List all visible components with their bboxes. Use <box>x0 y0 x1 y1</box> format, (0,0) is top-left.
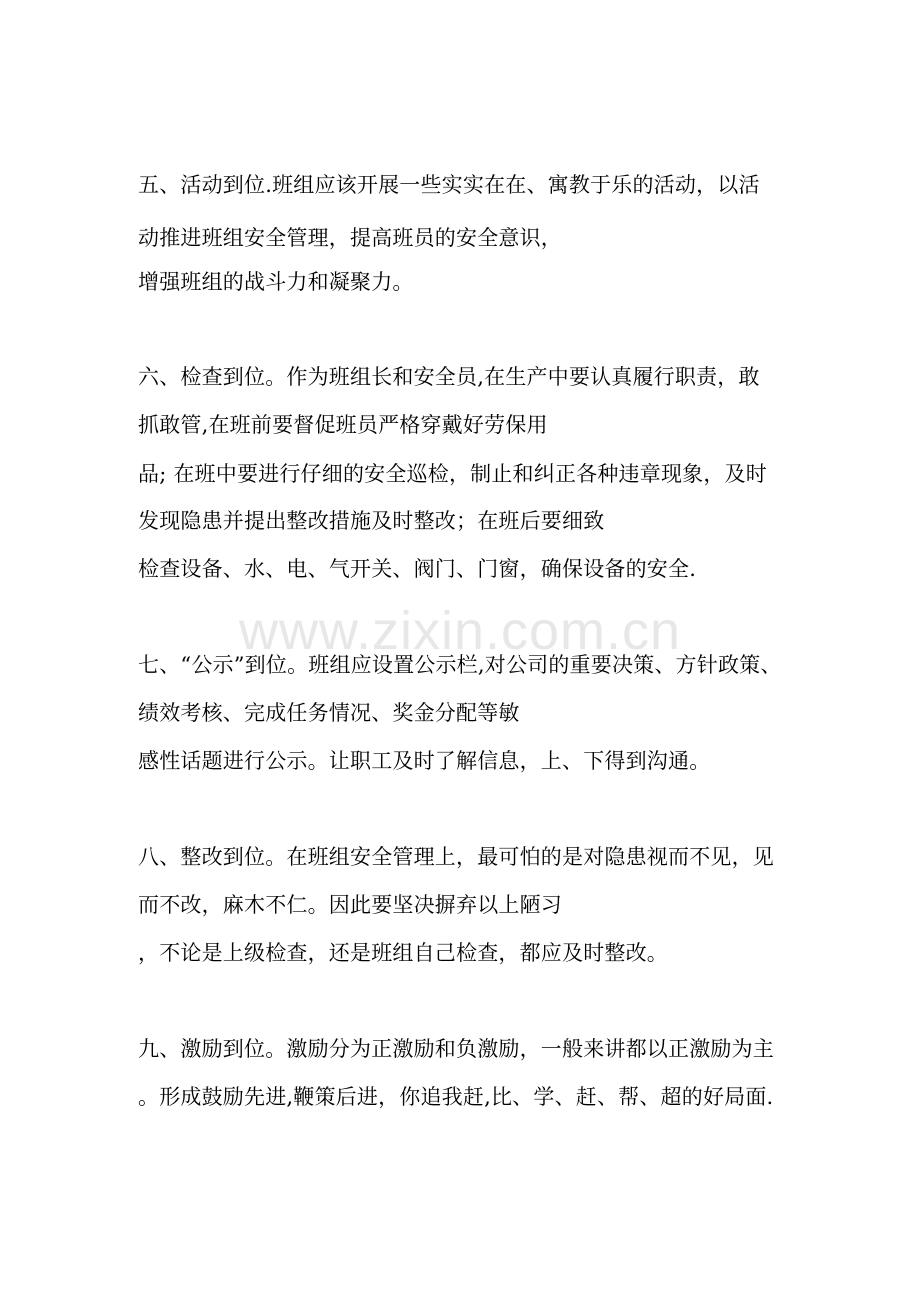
paragraph-8-line-1: 八、整改到位。在班组安全管理上，最可怕的是对隐患视而不见，见 <box>138 845 774 869</box>
paragraph-7-line-1: 七、“公示”到位。班组应设置公示栏,对公司的重要决策、方针政策、 <box>138 653 782 677</box>
paragraph-9-line-1: 九、激励到位。激励分为正激励和负激励，一般来讲都以正激励为主 <box>138 1037 774 1061</box>
paragraph-6-line-2: 抓敢管,在班前要督促班员严格穿戴好劳保用 <box>138 413 548 437</box>
paragraph-6-line-4: 发现隐患并提出整改措施及时整改；在班后要细致 <box>138 509 605 533</box>
paragraph-6-line-3: 品; 在班中要进行仔细的安全巡检，制止和纠正各种违章现象，及时 <box>138 462 767 486</box>
paragraph-5-line-3: 增强班组的战斗力和凝聚力。 <box>138 270 414 294</box>
paragraph-8-line-2: 而不改，麻木不仁。因此要坚决摒弃以上陋习 <box>138 893 562 917</box>
paragraph-8-line-3: ，不论是上级检查，还是班组自己检查，都应及时整改。 <box>138 941 668 965</box>
paragraph-7-line-2: 绩效考核、完成任务情况、奖金分配等敏 <box>138 701 520 725</box>
paragraph-9-line-2: 。形成鼓励先进,鞭策后进，你追我赶,比、学、赶、帮、超的好局面. <box>138 1085 774 1109</box>
paragraph-5-line-1: 五、活动到位.班组应该开展一些实实在在、寓教于乐的活动，以活 <box>138 173 760 197</box>
paragraph-7-line-3: 感性话题进行公示。让职工及时了解信息，上、下得到沟通。 <box>138 749 711 773</box>
paragraph-6-line-1: 六、检查到位。作为班组长和安全员,在生产中要认真履行职责，敢 <box>138 365 760 389</box>
paragraph-6-line-5: 检查设备、水、电、气开关、阀门、门窗，确保设备的安全. <box>138 557 697 581</box>
paragraph-5-line-2: 动推进班组安全管理，提高班员的安全意识， <box>138 226 562 250</box>
watermark-text: www.zixin.com.cn <box>238 601 682 661</box>
